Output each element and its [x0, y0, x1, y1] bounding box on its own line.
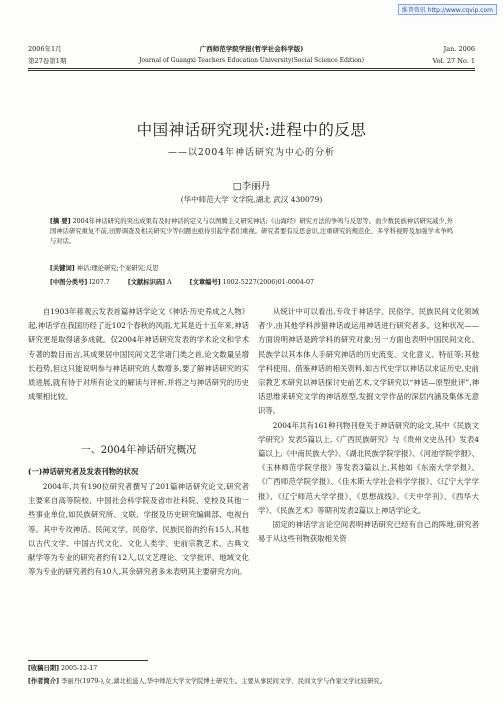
header-volume-en: Vol. 27 No. 1 — [432, 57, 475, 65]
header-journal-en: Journal of Guangxi Teachers Education University(Social Science Edition) — [138, 57, 365, 64]
section-heading: 一、2004年神话研究概况 — [80, 445, 197, 456]
article-no-value: 1002-5227(2006)01-0004-07 — [222, 279, 315, 286]
right-paragraph-2: 2004年共有161种刊物刊登关于神话研究的论文,其中《民族文学研究》发表5篇以上,《广西民族研究》与《贵州文史丛刊》发表4篇以上,《中南民族大学》、《湖北民族学院学报》、《河池学院学报》、《玉林师范学院学报》等发表3篇以上,其他如《东南大学学报》、《广西师范学院学报》、《佳木斯大学社会科学学报》、《辽宁大学学报》、《辽宁师范大学学报》、《思想战线》、《天中学刊》、《西华大学》、《民族艺术》等期刊发表2篇以上神话学论文。 — [258, 420, 479, 515]
keywords — [50, 263, 159, 272]
header-date-en: Jan. 2006 — [443, 45, 475, 53]
header-date: 2006年1月 — [28, 45, 62, 53]
right-paragraph-3: 固定的神话学言论空间表明神话研究已经有自己的阵地,研究者易于从这些刊物获取相关资 — [258, 520, 479, 544]
article-title: 中国神话研究现状:进程中的反思 — [136, 121, 367, 139]
article-subtitle: ——以2004年神话研究为中心的分析 — [168, 148, 335, 158]
header-volume: 第27卷第1期 — [28, 57, 67, 65]
header-rule — [28, 68, 475, 69]
classification-line — [50, 277, 453, 286]
abstract-label: [摘 要] — [50, 218, 71, 225]
author-bio — [28, 677, 475, 687]
author-name: □李丽丹 — [232, 181, 271, 192]
received-date — [28, 664, 97, 674]
doc-code-label: [文献标识码] — [127, 279, 166, 286]
keywords-text: 神话;理论研究;个案研究;反思 — [76, 265, 159, 272]
clc-label: [中图分类号] — [50, 279, 88, 286]
author-bio-text: 李丽丹(1979-),女,湖北松滋人,华中师范大学文学院博士研究生。主要从事民间文学、民间文学与作家文学比较研究。 — [60, 678, 386, 685]
clc-value: I207.7 — [89, 279, 110, 286]
author-bio-label: [作者简介] — [28, 678, 59, 685]
left-column-intro — [28, 305, 249, 404]
doc-code-value: A — [167, 279, 172, 286]
received-label: [收稿日期] — [28, 665, 59, 672]
database-watermark-stamp: 维普资讯 http://www.cqvip.com — [398, 4, 497, 15]
researchers-paragraph: 2004年,共有190位研究者撰写了201篇神话研究论文,研究者主要来自高等院校、中国社会科学院及省市社科院、党校及其他一些事业单位,如民族研究所、文联、学报及历史研究编辑部、电视台等。其中专攻神话、民间文学、民俗学、民族民俗的约有15人,其他以古代文学、中国古代文化、文化人类学、史前宗教艺术、古典文献学等为专业的研究者约有12人,以文艺理论、文学批评、地域文化等为专业的研究者约有10人,其余研究者多未表明其主要研究方向。 — [28, 482, 249, 577]
received-value: 2005-12-17 — [60, 665, 98, 672]
right-column — [258, 305, 479, 546]
intro-paragraph: 自1903年蒋观云发表首篇神话学论文《神话·历史养成之人物》起,神话学在我国历经了近102个春秋的风雨,尤其是近十五年来,神话研究更是取得诸多成就。仅2004年神话研究发表的学术论文和学术专著的数目而言,其成果居中国民间文艺学诸门类之首,论文数量呈增长趋势,但这只能说明参与神话研究的人数增多,要了解神话研究的实质进展,就有待于对所有论文的解读与评析,并将之与神话研究的历史成果相比较。 — [28, 307, 249, 402]
abstract — [50, 217, 453, 247]
header-journal-cn: 广西师范学院学报(哲学社会科学版) — [199, 45, 304, 53]
header-rule-thin — [28, 70, 475, 71]
left-column-body — [28, 480, 249, 579]
article-no-label: [文章编号] — [189, 279, 221, 286]
author-affiliation: (华中师范大学 文学院,湖北 武汉 430079) — [180, 195, 323, 204]
abstract-text: 2004年神话研究的突出成果有及时神话的定义与以图腾主义研究神话;《山海经》研究方法的争鸣与反思等。而少数民族神话研究减少,外国神话研究重复不前,田野调查及相关研究少等问题也亟待引起学者们重视。研究者要有反思意识,注重研究的规范化、多学科视野及加强学术争鸣与对话。 — [50, 218, 453, 245]
right-paragraph-1: 从统计中可以看出,专攻于神话学、民俗学、民族民间文化领域者少,由其他学科涉猎神话或运用神话进行研究者多。这种状况——方面说明神话是跨学科的研究对象;另一方面也表明中国民间文化、民族学以其本体人手研究神话的历史流变、文化意义、特征等;其他学科使用、借鉴神话的相关资料,如古代史学以神话以求证历史,史前宗教艺术研究以神话探讨史前艺术,文学研究以“神话—原型批评”,神话思维来研究文学的神话原型,发掘文学作品的深层内涵及集体无意识等。 — [258, 307, 479, 416]
footnote-rule — [28, 660, 148, 661]
keywords-label: [关键词] — [50, 265, 75, 272]
subsection-heading: (一)神话研究者及发表刊物的状况 — [28, 467, 139, 476]
